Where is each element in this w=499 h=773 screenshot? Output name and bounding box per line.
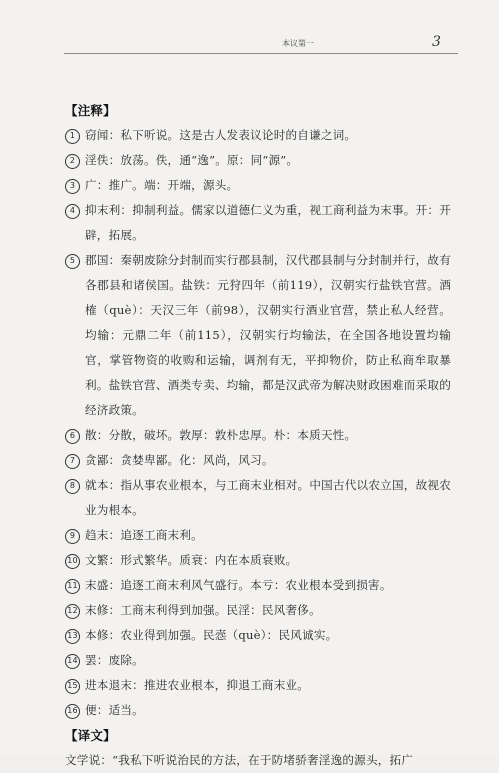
chapter-title: 本议第一	[282, 39, 314, 48]
note-number: 5	[65, 254, 80, 269]
note-item	[65, 123, 451, 148]
note-number: 12	[65, 604, 80, 619]
note-number-marker	[65, 123, 85, 148]
note-text: 本修：农业得到加强。民悫（què）：民风诚实。	[85, 628, 338, 642]
note-number-marker	[65, 598, 85, 623]
note-number-marker	[65, 698, 85, 723]
note-number-marker	[65, 673, 85, 698]
note-item	[65, 198, 451, 248]
note-number-marker	[65, 173, 85, 198]
note-number: 9	[65, 529, 80, 544]
note-item	[65, 698, 451, 723]
note-item	[65, 148, 451, 173]
note-item	[65, 248, 451, 423]
header-rule	[64, 53, 458, 54]
note-number: 11	[65, 579, 80, 594]
note-number: 6	[65, 429, 80, 444]
note-item	[65, 548, 451, 573]
note-number-marker	[65, 623, 85, 648]
notes-heading: 【注释】	[65, 103, 116, 118]
note-number: 8	[65, 479, 80, 494]
notes-list	[65, 123, 451, 723]
note-text: 便：适当。	[85, 703, 144, 717]
note-number: 1	[65, 129, 80, 144]
note-text: 文繁：形式繁华。质衰：内在本质衰败。	[85, 553, 298, 567]
note-number: 10	[65, 554, 80, 569]
note-text: 广：推广。端：开端，源头。	[85, 178, 239, 192]
note-number-marker	[65, 198, 85, 223]
note-number-marker	[65, 573, 85, 598]
note-text: 罢：废除。	[85, 653, 144, 667]
note-number: 14	[65, 654, 80, 669]
running-header	[0, 34, 499, 52]
note-number: 3	[65, 179, 80, 194]
note-number: 4	[65, 204, 80, 219]
note-number: 15	[65, 679, 80, 694]
note-item	[65, 648, 451, 673]
note-number: 16	[65, 704, 80, 719]
note-item	[65, 523, 451, 548]
note-text: 贪鄙：贪婪卑鄙。化：风尚，风习。	[85, 453, 274, 467]
note-number-marker	[65, 473, 85, 498]
note-number-marker	[65, 248, 85, 273]
note-item	[65, 598, 451, 623]
note-item	[65, 448, 451, 473]
note-text: 淫佚：放荡。佚，通“逸”。原：同“源”。	[85, 153, 299, 167]
note-number: 2	[65, 154, 80, 169]
note-item	[65, 423, 451, 448]
note-number-marker	[65, 548, 85, 573]
note-text: 散：分散，破坏。敦厚：敦朴忠厚。朴：本质天性。	[85, 428, 357, 442]
note-text: 抑末利：抑制利益。儒家以道德仁义为重，视工商利益为末事。开：开辟，拓展。	[85, 203, 451, 242]
note-text: 进本退末：推进农业根本，抑退工商末业。	[85, 678, 310, 692]
note-item	[65, 573, 451, 598]
note-item	[65, 623, 451, 648]
note-text: 末盛：追逐工商末利风气盛行。本亏：农业根本受到损害。	[85, 578, 392, 592]
translation-heading: 【译文】	[65, 728, 116, 743]
translation-text: 文学说：“我私下听说治民的方法，在于防堵骄奢淫逸的源头，拓广	[65, 753, 414, 767]
note-item	[65, 173, 451, 198]
note-number-marker	[65, 423, 85, 448]
page-number: 3	[432, 34, 441, 50]
note-number: 13	[65, 629, 80, 644]
note-item	[65, 673, 451, 698]
note-text: 窃闻：私下听说。这是古人发表议论时的自谦之词。	[85, 128, 357, 142]
note-number-marker	[65, 148, 85, 173]
note-text: 郡国：秦朝废除分封制而实行郡县制，汉代郡县制与分封制并行，故有各郡县和诸侯国。盐铁：元狩四年（前119），汉朝实行盐铁官营。酒榷（què）：天汉三年（前98），汉朝实行酒业官营，禁止私人经营。均输：元鼎二年（前115），汉朝实行均输法，在全国各地设置均输官，掌管物资的收购和运输，调剂有无，平抑物价，防止私商牟取暴利。盐铁官营、酒类专卖、均输，都是汉武帝为解决财政困难而采取的经济政策。	[85, 253, 451, 417]
page-content	[65, 98, 451, 773]
note-item	[65, 473, 451, 523]
note-text: 趋末：追逐工商末利。	[85, 528, 203, 542]
note-number-marker	[65, 448, 85, 473]
note-number-marker	[65, 648, 85, 673]
note-text: 就本：指从事农业根本，与工商末业相对。中国古代以农立国，故视农业为根本。	[85, 478, 451, 517]
note-number: 7	[65, 454, 80, 469]
note-text: 末修：工商末利得到加强。民淫：民风奢侈。	[85, 603, 321, 617]
note-number-marker	[65, 523, 85, 548]
